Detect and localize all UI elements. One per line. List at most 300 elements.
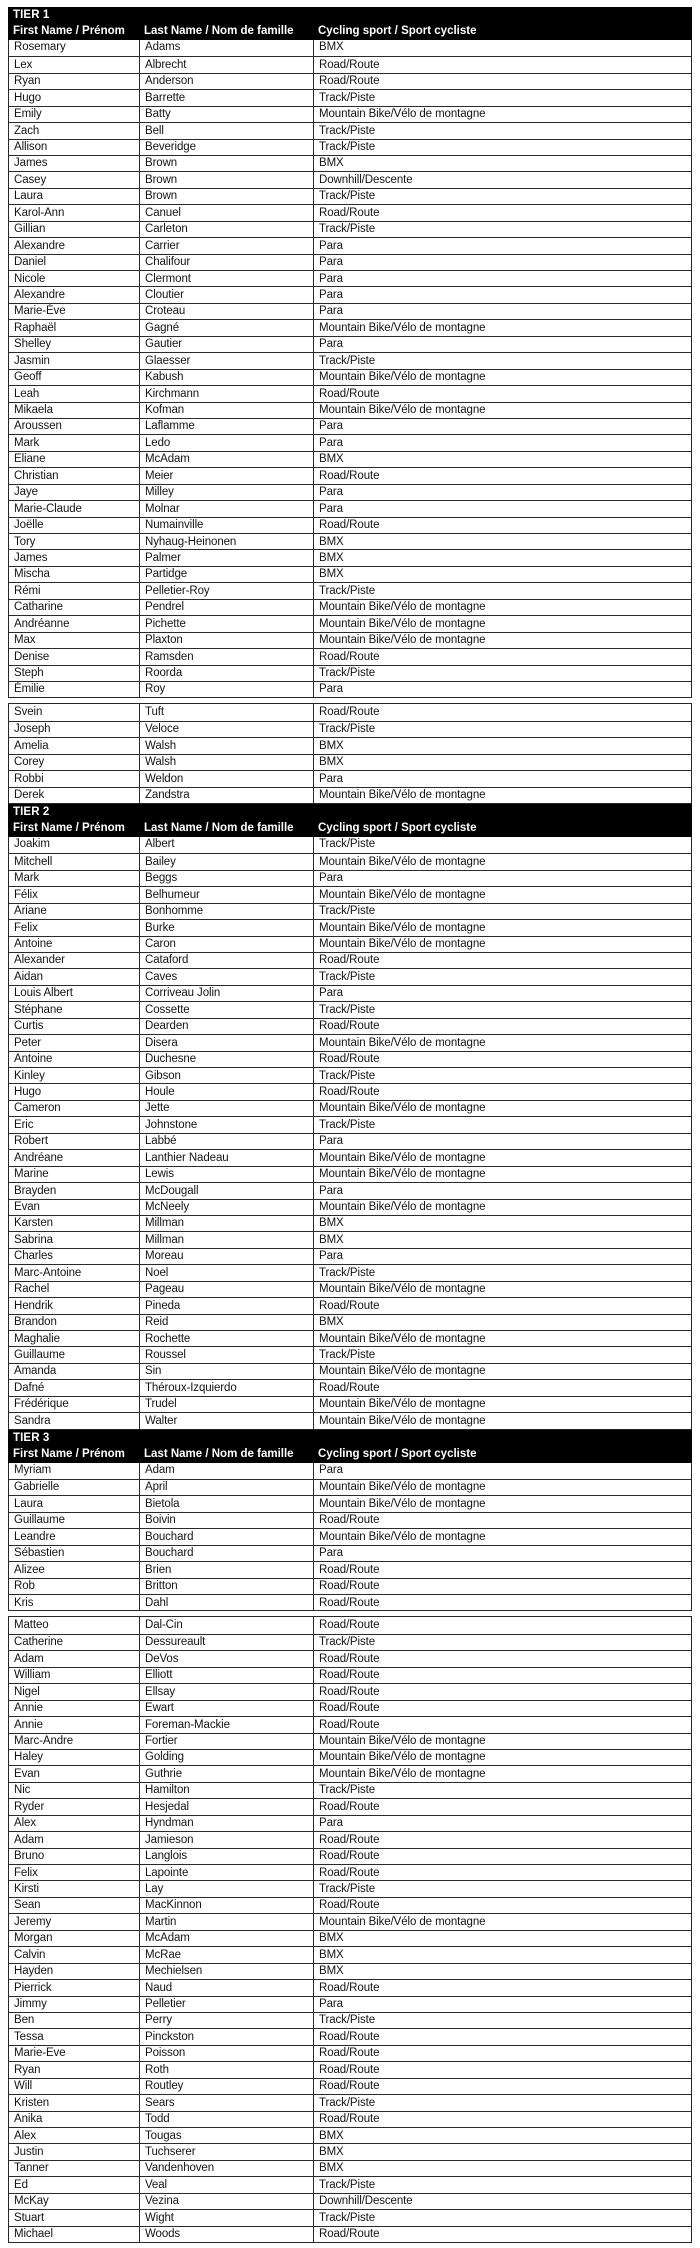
sport-cell: Road/Route xyxy=(319,1299,380,1312)
last-name-cell: Wight xyxy=(140,2210,314,2225)
last-name-cell: Albrecht xyxy=(140,57,314,72)
last-name-cell: McAdam xyxy=(140,452,314,467)
column-header-row xyxy=(8,1446,692,1462)
first-name-cell: Gabrielle xyxy=(9,1480,140,1495)
last-name-cell: Lanthier Nadeau xyxy=(140,1150,314,1165)
sport-cell: Road/Route xyxy=(319,2080,380,2093)
sport-cell: Mountain Bike/Vélo de montagne xyxy=(319,321,486,334)
first-name-cell: Amelia xyxy=(9,738,140,753)
table-row xyxy=(9,1182,691,1198)
sport-cell: Track/Piste xyxy=(319,1784,375,1797)
sport-cell: BMX xyxy=(319,453,344,466)
table-row xyxy=(9,1617,691,1633)
first-name-cell: Nicole xyxy=(9,271,140,286)
sport-cell: Para xyxy=(319,1135,343,1148)
last-name-cell: Roorda xyxy=(140,666,314,681)
first-name-cell: Émilie xyxy=(9,682,140,697)
first-name-cell: Catherine xyxy=(9,1635,140,1650)
sport-cell: Track/Piste xyxy=(319,723,375,736)
first-name-cell: Joseph xyxy=(9,722,140,737)
last-name-cell: Clermont xyxy=(140,271,314,286)
first-name-cell: Laura xyxy=(9,1496,140,1511)
table-row xyxy=(9,106,691,122)
first-name-cell: Kris xyxy=(9,1595,140,1610)
last-name-cell: Pendrel xyxy=(140,600,314,615)
first-name-cell: Charles xyxy=(9,1249,140,1264)
first-name-cell: Alex xyxy=(9,1816,140,1831)
tier-title: TIER 1 xyxy=(8,7,692,23)
table-row xyxy=(9,122,691,138)
sport-cell: Mountain Bike/Vélo de montagne xyxy=(319,1365,486,1378)
sport-cell: Road/Route xyxy=(319,650,380,663)
first-name-cell: Shelley xyxy=(9,337,140,352)
sport-cell: Road/Route xyxy=(319,206,380,219)
sport-cell: Track/Piste xyxy=(319,1118,375,1131)
first-name-cell: Allison xyxy=(9,140,140,155)
last-name-cell: Noel xyxy=(140,1265,314,1280)
table-row xyxy=(9,1346,691,1362)
last-name-cell: Bailey xyxy=(140,854,314,869)
last-name-cell: Gibson xyxy=(140,1068,314,1083)
last-name-cell: Vandenhoven xyxy=(140,2161,314,2176)
first-name-cell: Evan xyxy=(9,1766,140,1781)
first-name-cell: Daniel xyxy=(9,255,140,270)
last-name-cell: April xyxy=(140,1480,314,1495)
last-name-cell: Belhumeur xyxy=(140,887,314,902)
sport-cell: Road/Route xyxy=(319,1020,380,1033)
last-name-cell: Weldon xyxy=(140,771,314,786)
last-name-cell: Cloutier xyxy=(140,287,314,302)
first-name-cell: Karol-Ann xyxy=(9,205,140,220)
last-name-cell: Dahl xyxy=(140,1595,314,1610)
sport-cell: Para xyxy=(319,288,343,301)
table-row xyxy=(9,721,691,737)
last-name-cell: Palmer xyxy=(140,550,314,565)
table-row xyxy=(9,237,691,253)
table-row xyxy=(9,1765,691,1781)
table-row xyxy=(9,1578,691,1594)
last-name-cell: Martin xyxy=(140,1914,314,1929)
first-name-cell: Nigel xyxy=(9,1684,140,1699)
last-name-cell: Croteau xyxy=(140,304,314,319)
last-name-cell: Carrier xyxy=(140,238,314,253)
table-row xyxy=(9,985,691,1001)
table-row xyxy=(9,434,691,450)
table-row xyxy=(9,1880,691,1896)
last-name-cell: Lewis xyxy=(140,1167,314,1182)
sport-cell: Mountain Bike/Vélo de montagne xyxy=(319,601,486,614)
last-name-cell: Foreman-Mackie xyxy=(140,1717,314,1732)
first-name-cell: Brayden xyxy=(9,1183,140,1198)
column-header-row xyxy=(8,820,692,836)
sport-cell: Road/Route xyxy=(319,1563,380,1576)
sport-cell: Para xyxy=(319,256,343,269)
last-name-cell: Brown xyxy=(140,156,314,171)
sport-cell: Mountain Bike/Vélo de montagne xyxy=(319,1036,486,1049)
sport-cell: Track/Piste xyxy=(319,838,375,851)
last-name-cell: Golding xyxy=(140,1750,314,1765)
table-row xyxy=(9,1700,691,1716)
first-name-cell: James xyxy=(9,156,140,171)
first-name-cell: Alexandre xyxy=(9,238,140,253)
last-name-cell: Ramsden xyxy=(140,649,314,664)
last-name-cell: Ellsay xyxy=(140,1684,314,1699)
last-name-cell: Anderson xyxy=(140,74,314,89)
table-row xyxy=(9,2193,691,2209)
last-name-cell: Meier xyxy=(140,468,314,483)
last-name-cell: Kofman xyxy=(140,403,314,418)
sport-cell: BMX xyxy=(319,1233,344,1246)
table-row xyxy=(9,787,691,803)
table-row xyxy=(9,1683,691,1699)
last-name-cell: Partidge xyxy=(140,567,314,582)
first-name-cell: Jaye xyxy=(9,485,140,500)
table-row xyxy=(9,500,691,516)
sport-cell: Road/Route xyxy=(319,705,380,718)
sport-cell: BMX xyxy=(319,1932,344,1945)
first-name-cell: Steph xyxy=(9,666,140,681)
last-name-cell: Brown xyxy=(140,172,314,187)
last-name-cell: Gautier xyxy=(140,337,314,352)
table-row xyxy=(9,336,691,352)
first-name-cell: Maghalie xyxy=(9,1331,140,1346)
table-row xyxy=(9,1281,691,1297)
first-name-cell: Marie-Eve xyxy=(9,2046,140,2061)
table-row xyxy=(9,1528,691,1544)
last-name-cell: Routley xyxy=(140,2079,314,2094)
last-name-cell: Caron xyxy=(140,937,314,952)
first-name-cell: Alexander xyxy=(9,953,140,968)
first-name-cell: Denise xyxy=(9,649,140,664)
table-row xyxy=(9,1051,691,1067)
last-name-cell: Walter xyxy=(140,1413,314,1428)
first-name-cell: Max xyxy=(9,633,140,648)
last-name-cell: Langlois xyxy=(140,1849,314,1864)
last-name-cell: Pineda xyxy=(140,1298,314,1313)
table-row xyxy=(9,599,691,615)
table-row xyxy=(9,1412,691,1428)
sport-cell: Road/Route xyxy=(319,387,380,400)
table-row xyxy=(9,919,691,935)
last-name-cell: Numainville xyxy=(140,518,314,533)
last-name-cell: Perry xyxy=(140,2013,314,2028)
table-row xyxy=(9,1963,691,1979)
sport-cell: Para xyxy=(319,1184,343,1197)
table-row xyxy=(9,1330,691,1346)
first-name-cell: Ed xyxy=(9,2177,140,2192)
last-name-cell: Labbé xyxy=(140,1134,314,1149)
last-name-cell: Chalifour xyxy=(140,255,314,270)
sport-cell: Para xyxy=(319,338,343,351)
last-name-cell: McRae xyxy=(140,1947,314,1962)
table-row xyxy=(9,1083,691,1099)
sport-cell: Mountain Bike/Vélo de montagne xyxy=(319,1767,486,1780)
sport-cell: Track/Piste xyxy=(319,124,375,137)
column-header: Last Name / Nom de famille xyxy=(144,822,294,835)
last-name-cell: Pelletier xyxy=(140,1997,314,2012)
sport-cell: Mountain Bike/Vélo de montagne xyxy=(319,789,486,802)
sport-cell: Para xyxy=(319,1817,343,1830)
last-name-cell: Caves xyxy=(140,969,314,984)
table-row xyxy=(9,533,691,549)
first-name-cell: Leah xyxy=(9,386,140,401)
table-row xyxy=(9,1314,691,1330)
first-name-cell: Antoine xyxy=(9,937,140,952)
first-name-cell: Kinley xyxy=(9,1068,140,1083)
first-name-cell: Myriam xyxy=(9,1463,140,1479)
table-row xyxy=(9,1815,691,1831)
last-name-cell: Tuft xyxy=(140,704,314,720)
sport-cell: BMX xyxy=(319,739,344,752)
sport-cell: Road/Route xyxy=(319,1850,380,1863)
table-row xyxy=(9,1018,691,1034)
sport-cell: Road/Route xyxy=(319,2063,380,2076)
table-row xyxy=(9,1149,691,1165)
sport-cell: Road/Route xyxy=(319,1053,380,1066)
sport-cell: Para xyxy=(319,272,343,285)
last-name-cell: Pichette xyxy=(140,616,314,631)
last-name-cell: Ledo xyxy=(140,435,314,450)
sport-cell: Para xyxy=(319,502,343,515)
first-name-cell: Svein xyxy=(9,704,140,720)
tier-title: TIER 3 xyxy=(8,1430,692,1446)
first-name-cell: Stéphane xyxy=(9,1002,140,1017)
sport-cell: Road/Route xyxy=(319,1652,380,1665)
last-name-cell: MacKinnon xyxy=(140,1898,314,1913)
last-name-cell: McAdam xyxy=(140,1931,314,1946)
table-row xyxy=(9,188,691,204)
table-row xyxy=(9,1782,691,1798)
sport-cell: Road/Route xyxy=(319,1669,380,1682)
table-row xyxy=(9,566,691,582)
sport-cell: Track/Piste xyxy=(319,2178,375,2191)
table-row xyxy=(9,1363,691,1379)
table-row xyxy=(9,1749,691,1765)
sport-cell: Track/Piste xyxy=(319,223,375,236)
last-name-cell: Brien xyxy=(140,1562,314,1577)
table-row xyxy=(9,517,691,533)
table-row xyxy=(9,1396,691,1412)
first-name-cell: Alizee xyxy=(9,1562,140,1577)
sport-cell: Road/Route xyxy=(319,2030,380,2043)
column-header: Last Name / Nom de famille xyxy=(144,25,294,38)
last-name-cell: Kirchmann xyxy=(140,386,314,401)
last-name-cell: Dearden xyxy=(140,1019,314,1034)
tier-title: TIER 2 xyxy=(8,804,692,820)
first-name-cell: Rémi xyxy=(9,583,140,598)
last-name-cell: Millman xyxy=(140,1232,314,1247)
sport-cell: Road/Route xyxy=(319,519,380,532)
tier-table xyxy=(8,7,692,2243)
sport-cell: Para xyxy=(319,420,343,433)
first-name-cell: Marine xyxy=(9,1167,140,1182)
sport-cell: Track/Piste xyxy=(319,1266,375,1279)
sport-cell: Road/Route xyxy=(319,1833,380,1846)
last-name-cell: Zandstra xyxy=(140,788,314,803)
sport-cell: BMX xyxy=(319,157,344,170)
first-name-cell: Eric xyxy=(9,1117,140,1132)
sport-cell: Road/Route xyxy=(319,1866,380,1879)
last-name-cell: Millman xyxy=(140,1216,314,1231)
table-row xyxy=(9,704,691,720)
first-name-cell: Marie-Claude xyxy=(9,501,140,516)
sport-cell: Road/Route xyxy=(319,1085,380,1098)
first-name-cell: Sébastien xyxy=(9,1546,140,1561)
sport-cell: Mountain Bike/Vélo de montagne xyxy=(319,1332,486,1345)
last-name-cell: Pageau xyxy=(140,1282,314,1297)
table-row xyxy=(9,2160,691,2176)
table-row xyxy=(9,369,691,385)
sport-cell: BMX xyxy=(319,1948,344,1961)
last-name-cell: Tougas xyxy=(140,2128,314,2143)
sport-cell: Mountain Bike/Vélo de montagne xyxy=(319,1102,486,1115)
tier-block-3 xyxy=(8,1430,692,2243)
first-name-cell: Emily xyxy=(9,107,140,122)
table-row xyxy=(9,56,691,72)
last-name-cell: Walsh xyxy=(140,738,314,753)
last-name-cell: Fortier xyxy=(140,1734,314,1749)
last-name-cell: Houle xyxy=(140,1084,314,1099)
last-name-cell: Bouchard xyxy=(140,1546,314,1561)
last-name-cell: Roy xyxy=(140,682,314,697)
sport-cell: BMX xyxy=(319,551,344,564)
last-name-cell: Jamieson xyxy=(140,1832,314,1847)
sport-cell: Track/Piste xyxy=(319,2211,375,2224)
first-name-cell: Morgan xyxy=(9,1931,140,1946)
sport-cell: BMX xyxy=(319,1965,344,1978)
sport-cell: Track/Piste xyxy=(319,1003,375,1016)
sport-cell: Mountain Bike/Vélo de montagne xyxy=(319,1481,486,1494)
first-name-cell: Catharine xyxy=(9,600,140,615)
table-row xyxy=(9,1512,691,1528)
sport-cell: Mountain Bike/Vélo de montagne xyxy=(319,1398,486,1411)
sport-cell: Road/Route xyxy=(319,1381,380,1394)
table-row xyxy=(9,1545,691,1561)
tier-block-1 xyxy=(8,7,692,804)
first-name-cell: Ariane xyxy=(9,904,140,919)
table-row xyxy=(9,936,691,952)
last-name-cell: Roth xyxy=(140,2062,314,2077)
sport-cell: BMX xyxy=(319,1217,344,1230)
first-name-cell: Cameron xyxy=(9,1101,140,1116)
sport-cell: Para xyxy=(319,1547,343,1560)
sport-cell: Road/Route xyxy=(319,1685,380,1698)
column-header: First Name / Prénom xyxy=(13,1448,125,1461)
first-name-cell: Anika xyxy=(9,2112,140,2127)
last-name-cell: Britton xyxy=(140,1579,314,1594)
first-name-cell: William xyxy=(9,1668,140,1683)
table-row xyxy=(9,1561,691,1577)
sport-cell: Track/Piste xyxy=(319,1636,375,1649)
table-row xyxy=(9,286,691,302)
last-name-cell: Sin xyxy=(140,1364,314,1379)
sport-cell: BMX xyxy=(319,2129,344,2142)
first-name-cell: Robbi xyxy=(9,771,140,786)
sport-cell: Mountain Bike/Vélo de montagne xyxy=(319,1497,486,1510)
first-name-cell: Aroussen xyxy=(9,419,140,434)
table-row xyxy=(9,319,691,335)
last-name-cell: Veal xyxy=(140,2177,314,2192)
first-name-cell: Raphaël xyxy=(9,320,140,335)
sport-cell: Road/Route xyxy=(319,469,380,482)
sport-cell: BMX xyxy=(319,535,344,548)
first-name-cell: Andréane xyxy=(9,1150,140,1165)
first-name-cell: Ryder xyxy=(9,1799,140,1814)
table-row xyxy=(9,1463,691,1479)
first-name-cell: Evan xyxy=(9,1200,140,1215)
sport-cell: Mountain Bike/Vélo de montagne xyxy=(319,371,486,384)
table-segment xyxy=(8,703,692,804)
first-name-cell: Karsten xyxy=(9,1216,140,1231)
table-row xyxy=(9,2111,691,2127)
sport-cell: Road/Route xyxy=(319,2228,380,2241)
sport-cell: Mountain Bike/Vélo de montagne xyxy=(319,921,486,934)
table-row xyxy=(9,1913,691,1929)
last-name-cell: Ewart xyxy=(140,1701,314,1716)
column-header: Cycling sport / Sport cycliste xyxy=(318,25,477,38)
table-row xyxy=(9,484,691,500)
sport-cell: Road/Route xyxy=(319,1618,380,1631)
last-name-cell: Guthrie xyxy=(140,1766,314,1781)
last-name-cell: Johnstone xyxy=(140,1117,314,1132)
table-row xyxy=(9,665,691,681)
first-name-cell: Dafné xyxy=(9,1380,140,1395)
sport-cell: Road/Route xyxy=(319,1899,380,1912)
table-row xyxy=(9,681,691,697)
last-name-cell: Lapointe xyxy=(140,1865,314,1880)
table-row xyxy=(9,254,691,270)
table-row xyxy=(9,385,691,401)
first-name-cell: Felix xyxy=(9,920,140,935)
first-name-cell: Guillaume xyxy=(9,1347,140,1362)
sport-cell: Mountain Bike/Vélo de montagne xyxy=(319,634,486,647)
last-name-cell: Beggs xyxy=(140,871,314,886)
table-row xyxy=(9,221,691,237)
table-row xyxy=(9,73,691,89)
table-row xyxy=(9,139,691,155)
sport-cell: Para xyxy=(319,1250,343,1263)
sport-cell: Track/Piste xyxy=(319,190,375,203)
sport-cell: Para xyxy=(319,436,343,449)
sport-cell: Road/Route xyxy=(319,2113,380,2126)
first-name-cell: Nic xyxy=(9,1783,140,1798)
sport-cell: Track/Piste xyxy=(319,667,375,679)
last-name-cell: Walsh xyxy=(140,755,314,770)
table-row xyxy=(9,204,691,220)
sport-cell: BMX xyxy=(319,2145,344,2158)
table-row xyxy=(9,1897,691,1913)
table-row xyxy=(9,853,691,869)
first-name-cell: Ben xyxy=(9,2013,140,2028)
last-name-cell: Dessureault xyxy=(140,1635,314,1650)
table-segment xyxy=(8,1463,692,1612)
last-name-cell: Batty xyxy=(140,107,314,122)
first-name-cell: Hugo xyxy=(9,1084,140,1099)
last-name-cell: Pinckston xyxy=(140,2029,314,2044)
last-name-cell: Todd xyxy=(140,2112,314,2127)
last-name-cell: Plaxton xyxy=(140,633,314,648)
last-name-cell: Lay xyxy=(140,1881,314,1896)
table-row xyxy=(9,2061,691,2077)
first-name-cell: Joëlle xyxy=(9,518,140,533)
column-header: Cycling sport / Sport cycliste xyxy=(318,822,477,835)
table-row xyxy=(9,1979,691,1995)
first-name-cell: Jeremy xyxy=(9,1914,140,1929)
table-row xyxy=(9,2078,691,2094)
last-name-cell: Trudel xyxy=(140,1397,314,1412)
table-row xyxy=(9,632,691,648)
last-name-cell: Bonhomme xyxy=(140,904,314,919)
